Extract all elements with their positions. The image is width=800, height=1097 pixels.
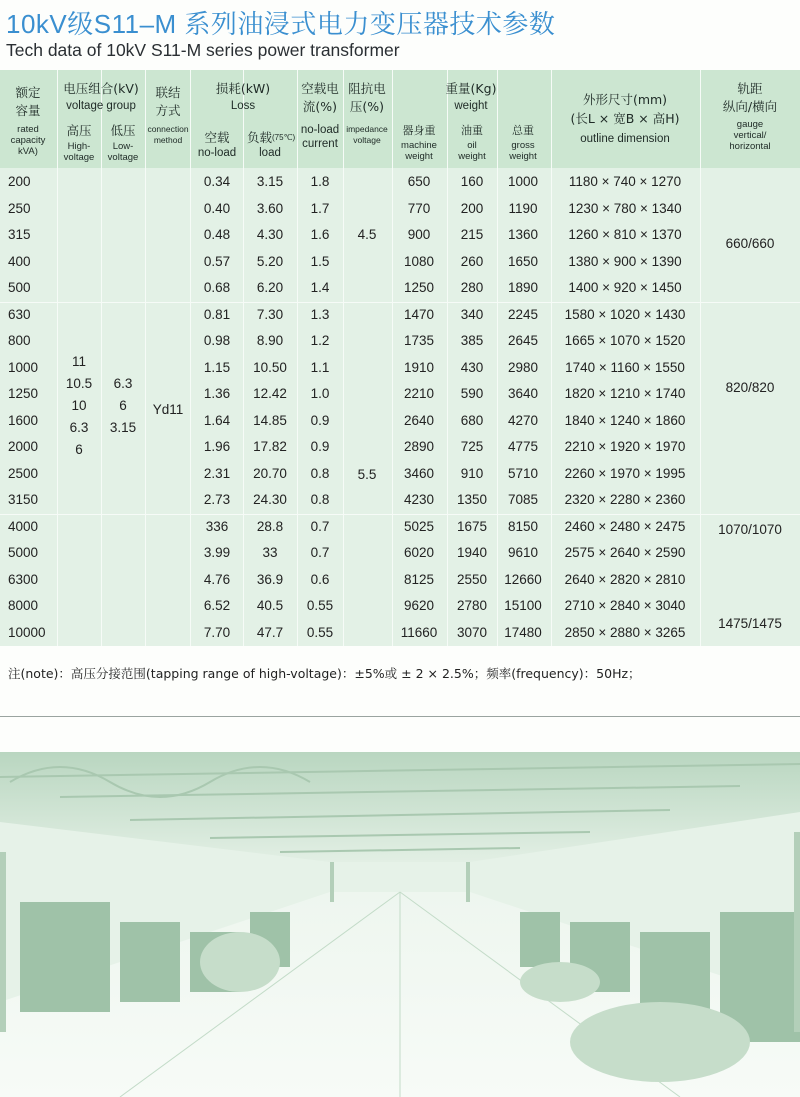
header-loss-en: Loss [230,100,256,112]
cell-noload: 0.81 [203,306,231,322]
cell-capacity: 315 [8,227,31,242]
cell-noload: 3.99 [203,545,231,560]
cell-oil: 430 [460,359,484,375]
cell-dim: 1820 × 1210 × 1740 [564,386,686,401]
header-voltage-zh: 电压组合(kV) [63,81,139,96]
cell-load: 28.8 [256,518,284,534]
header-connection-en: method [153,135,183,145]
cell-gross: 12660 [504,571,542,587]
merged-impedance: 5.5 [357,467,377,482]
cell-machine: 1080 [403,253,435,269]
cell-noload: 0.48 [203,227,231,242]
section-divider [0,716,800,717]
header-impedance-en: voltage [353,135,381,145]
merged-connection: Yd11 [152,402,184,417]
cell-capacity: 1600 [8,412,39,428]
cell-dim: 1580 × 1020 × 1430 [564,306,686,322]
cell-dim: 2640 × 2820 × 2810 [564,571,686,587]
cell-load: 7.30 [256,306,284,322]
table-row [0,466,800,493]
cell-capacity: 200 [8,174,31,189]
cell-dim: 1180 × 740 × 1270 [568,174,682,189]
cell-gross: 2645 [507,333,539,348]
table-row [0,333,800,360]
cell-current: 1.0 [310,386,330,401]
cell-oil: 160 [460,174,484,189]
header-gauge-en: gauge [736,119,764,130]
cell-gross: 2980 [507,359,539,375]
header-capacity-zh: 容量 [15,103,41,118]
cell-capacity: 5000 [8,545,39,560]
header-gauge-en: vertical/ [733,130,767,141]
cell-capacity: 1000 [8,359,39,375]
cell-capacity: 1250 [8,386,39,401]
cell-dim: 2320 × 2280 × 2360 [564,492,686,507]
factory-floor-image [0,752,800,1097]
cell-current: 1.6 [310,227,330,242]
cell-oil: 725 [460,439,484,454]
cell-noload: 2.31 [203,465,231,481]
header-impedance-zh: 压(%) [349,99,385,114]
header-impedance-zh: 阻抗电 [348,81,386,96]
cell-dim: 2260 × 1970 × 1995 [564,465,686,481]
header-low-en: Low- [112,141,134,152]
table-row [0,545,800,572]
cell-dim: 1400 × 920 × 1450 [568,280,682,295]
cell-oil: 590 [460,386,484,401]
cell-dim: 2710 × 2840 × 3040 [564,598,686,613]
cell-current: 1.4 [310,280,330,295]
cell-dim: 2460 × 2480 × 2475 [564,518,686,534]
header-low-en: voltage [107,152,139,163]
header-weight-en: weight [454,100,488,112]
table-row [0,492,800,519]
header-current-zh: 流(%) [302,99,338,114]
cell-machine: 770 [407,200,431,216]
cell-machine: 2890 [403,439,435,454]
header-noload-zh: 空载 [204,130,230,145]
cell-dim: 1665 × 1070 × 1520 [564,333,686,348]
cell-load: 4.30 [256,227,284,242]
merged-high-voltage: 10.5 [65,376,93,391]
cell-machine: 1470 [403,306,435,322]
table-row [0,254,800,281]
header-current-en: no-load [300,124,340,136]
merged-high-voltage: 6 [75,442,83,457]
cell-oil: 680 [460,412,484,428]
cell-load: 6.20 [256,280,284,295]
cell-capacity: 4000 [8,518,39,534]
cell-capacity: 250 [8,200,31,216]
cell-noload: 1.36 [203,386,231,401]
merged-impedance: 4.5 [357,227,377,242]
cell-oil: 215 [460,227,484,242]
cell-gross: 1360 [507,227,539,242]
header-loss-zh: 损耗(kW) [215,81,271,96]
cell-current: 1.7 [310,200,330,216]
cell-machine: 1735 [403,333,435,348]
cell-gross: 1000 [507,174,539,189]
table-note: 注(note)：高压分接范围(tapping range of high-voltage)：±5%或 ± 2 × 2.5%；频率(frequency)：50Hz； [8,666,641,681]
merged-low-voltage: 6 [119,398,127,413]
table-row [0,174,800,201]
cell-capacity: 630 [8,306,31,322]
cell-gross: 4775 [507,439,539,454]
table-row [0,227,800,254]
cell-oil: 340 [460,306,484,322]
cell-noload: 0.57 [203,253,231,269]
cell-gross: 1190 [508,200,538,216]
cell-noload: 1.96 [203,439,231,454]
header-connection-zh: 联结 [155,85,181,100]
cell-oil: 910 [460,465,484,481]
factory-floor-image [0,752,800,1097]
cell-machine: 6020 [403,545,435,560]
cell-noload: 7.70 [203,624,231,640]
cell-machine: 2210 [403,386,435,401]
cell-load: 5.20 [256,253,284,269]
cell-load: 12.42 [253,386,287,401]
cell-current: 0.55 [306,598,334,613]
cell-noload: 2.73 [203,492,231,507]
header-gross-en: gross [511,140,535,151]
header-gross-en: weight [509,151,537,162]
cell-capacity: 500 [8,280,31,295]
cell-gross: 8150 [507,518,539,534]
header-oil-en: oil [467,140,477,151]
merged-low-voltage: 6.3 [113,376,133,391]
cell-load: 33 [262,545,278,560]
cell-oil: 200 [460,200,484,216]
header-gross-zh: 总重 [512,124,534,137]
cell-load: 20.70 [253,465,287,481]
cell-gross: 3640 [507,386,539,401]
table-row [0,439,800,466]
header-high-en: voltage [63,152,95,163]
cell-dim: 2850 × 2880 × 3265 [564,624,686,640]
cell-oil: 2550 [456,571,488,587]
cell-gross: 17480 [504,624,542,640]
cell-oil: 385 [460,333,484,348]
cell-noload: 0.98 [203,333,231,348]
header-voltage-en: voltage group [66,100,136,112]
cell-load: 8.90 [256,333,284,348]
cell-capacity: 800 [8,333,31,348]
cell-gross: 1650 [507,253,539,269]
cell-dim: 2575 × 2640 × 2590 [564,545,686,560]
table-row [0,572,800,599]
cell-gross: 2245 [507,306,539,322]
header-noload-en: no-load [197,147,237,159]
cell-load: 24.30 [253,492,287,507]
cell-machine: 11660 [400,624,438,640]
header-gauge-zh: 纵向/横向 [722,99,778,114]
header-capacity-zh: 额定 [15,85,41,100]
cell-load: 47.7 [256,624,284,640]
cell-dim: 2210 × 1920 × 1970 [564,439,686,454]
cell-dim: 1840 × 1240 × 1860 [564,412,686,428]
header-high-en: High- [67,141,91,152]
cell-machine: 4230 [403,492,435,507]
cell-machine: 3460 [403,465,435,481]
cell-dim: 1230 × 780 × 1340 [568,200,682,216]
cell-current: 0.9 [310,412,330,428]
header-load-temp: (75℃) [272,133,296,142]
cell-noload: 0.34 [203,174,231,189]
cell-machine: 9620 [403,598,435,613]
cell-noload: 6.52 [203,598,231,613]
cell-current: 0.6 [310,571,330,587]
merged-high-voltage: 10 [71,398,87,413]
cell-load: 40.5 [256,598,284,613]
cell-machine: 8125 [403,571,435,587]
cell-capacity: 8000 [8,598,39,613]
header-weight-zh: 重量(Kg) [445,81,497,96]
cell-gross: 4270 [507,412,539,428]
cell-capacity: 2500 [8,465,39,481]
header-gauge-en: horizontal [729,141,771,152]
cell-current: 1.8 [310,174,330,189]
header-capacity-en: capacity [10,135,46,146]
cell-noload: 1.15 [203,359,231,375]
table-row [0,280,800,307]
cell-current: 0.7 [310,518,330,534]
cell-machine: 5025 [403,518,435,534]
cell-noload: 0.40 [203,200,231,216]
cell-noload: 0.68 [203,280,231,295]
cell-gross: 15100 [504,598,542,613]
table-row [0,519,800,546]
cell-oil: 2780 [456,598,488,613]
cell-noload: 1.64 [203,412,231,428]
cell-capacity: 6300 [8,571,39,587]
cell-current: 0.8 [310,465,330,481]
cell-load: 3.15 [256,174,284,189]
cell-current: 0.8 [310,492,330,507]
cell-machine: 2640 [403,412,435,428]
cell-current: 0.7 [310,545,330,560]
table-row [0,307,800,334]
merged-gauge: 1475/1475 [718,616,782,631]
cell-noload: 336 [205,518,229,534]
cell-current: 1.2 [310,333,330,348]
cell-load: 10.50 [253,359,287,375]
header-capacity-en: rated [17,124,39,135]
header-oil-en: weight [458,151,486,162]
cell-capacity: 400 [8,253,31,269]
header-load-zh: 负载 [247,130,273,145]
cell-machine: 900 [407,227,431,242]
header-dim-en: outline dimension [580,133,670,145]
header-high-zh: 高压 [66,123,92,138]
header-connection-zh: 方式 [155,103,181,118]
cell-machine: 1250 [403,280,435,295]
header-machine-en: weight [405,151,433,162]
cell-noload: 4.76 [203,571,231,587]
header-oil-zh: 油重 [461,124,483,137]
merged-gauge: 820/820 [725,380,775,395]
header-impedance-en: impedance [346,124,388,134]
header-machine-zh: 器身重 [402,124,436,137]
merged-gauge: 660/660 [725,236,775,251]
header-current-zh: 空载电 [301,81,339,96]
table-row [0,625,800,652]
cell-oil: 1940 [456,545,488,560]
spec-table [0,70,800,646]
header-dim-zh: 外形尺寸(mm) [582,92,668,107]
cell-gross: 1890 [507,280,539,295]
merged-low-voltage: 3.15 [109,420,137,435]
cell-gross: 5710 [507,465,539,481]
cell-oil: 1675 [456,518,488,534]
cell-gross: 7085 [507,492,539,507]
header-connection-en: connection [147,124,189,134]
cell-current: 0.9 [310,439,330,454]
table-row [0,201,800,228]
cell-current: 1.1 [310,359,330,375]
cell-capacity: 3150 [8,492,39,507]
cell-dim: 1740 × 1160 × 1550 [565,359,685,375]
header-low-zh: 低压 [110,123,136,138]
cell-oil: 280 [460,280,484,295]
cell-load: 17.82 [253,439,287,454]
cell-oil: 1350 [456,492,488,507]
header-gauge-zh: 轨距 [737,81,763,96]
merged-high-voltage: 6.3 [69,420,89,435]
cell-capacity: 2000 [8,439,39,454]
cell-load: 3.60 [256,200,284,216]
cell-capacity: 10000 [8,624,46,640]
cell-gross: 9610 [507,545,539,560]
page-subtitle: Tech data of 10kV S11-M series power transformer [6,40,400,60]
header-dim-sub: (长L × 宽B × 高H) [570,111,680,126]
cell-current: 1.5 [310,253,330,269]
header-current-en: current [302,138,338,150]
cell-machine: 650 [407,174,431,189]
cell-dim: 1260 × 810 × 1370 [568,227,682,242]
cell-current: 1.3 [310,306,330,322]
cell-oil: 3070 [456,624,488,640]
cell-load: 14.85 [253,412,287,428]
cell-machine: 1910 [403,359,435,375]
header-machine-en: machine [401,140,437,151]
header-load-en: load [259,147,281,159]
page-title: 10kV级S11–M 系列油浸式电力变压器技术参数 [6,9,556,39]
cell-oil: 260 [460,253,484,269]
cell-current: 0.55 [306,624,334,640]
header-capacity-en: kVA) [18,146,38,157]
cell-load: 36.9 [256,571,284,587]
cell-dim: 1380 × 900 × 1390 [568,253,682,269]
merged-gauge: 1070/1070 [718,522,782,537]
merged-high-voltage: 11 [71,354,87,369]
table-row [0,598,800,625]
